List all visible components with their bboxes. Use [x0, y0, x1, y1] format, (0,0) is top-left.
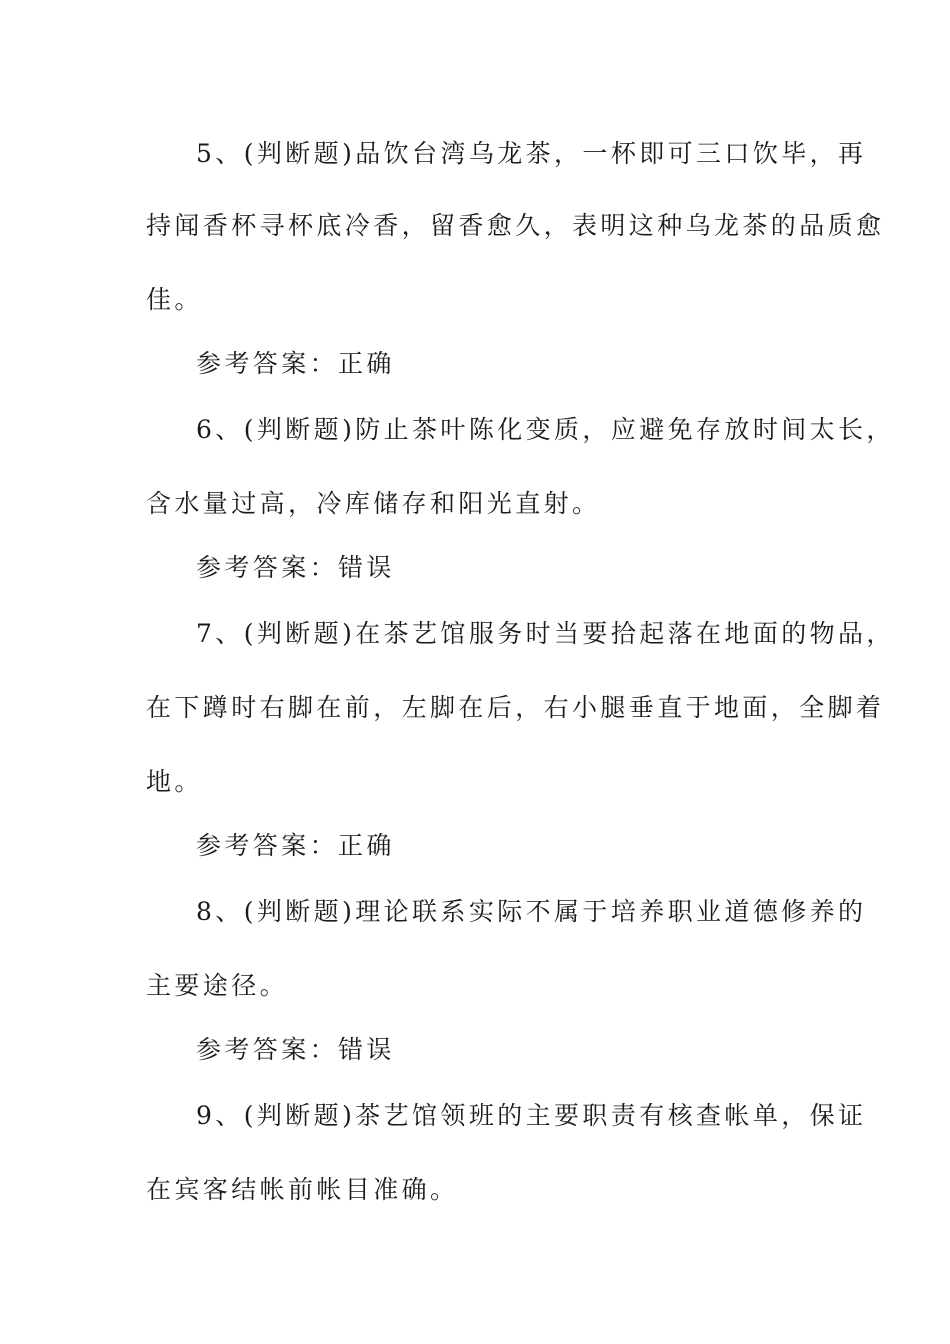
question-6-answer [196, 552, 395, 584]
question-7-line-3: 地。 [146, 767, 203, 796]
answer-value: 正确 [338, 349, 395, 378]
question-type: (判断题) [243, 415, 356, 444]
question-6-first-line [196, 414, 895, 446]
question-7-line-2: 在下蹲时右脚在前，左脚在后，右小腿垂直于地面，全脚着 [146, 693, 885, 722]
question-5-line-3: 佳。 [146, 285, 203, 314]
question-number: 8、 [196, 897, 244, 926]
question-8-line-2: 主要途径。 [146, 971, 289, 1000]
question-7-first-line [196, 618, 895, 650]
answer-label: 参考答案： [196, 553, 339, 582]
question-number: 9、 [196, 1101, 244, 1130]
question-type: (判断题) [243, 1101, 356, 1130]
answer-value: 错误 [338, 1035, 395, 1064]
question-type: (判断题) [243, 139, 356, 168]
answer-value: 错误 [338, 553, 395, 582]
question-9-first-line [196, 1100, 866, 1132]
answer-label: 参考答案： [196, 831, 339, 860]
answer-label: 参考答案： [196, 1035, 339, 1064]
question-8-answer [196, 1034, 395, 1066]
question-5-line-2: 持闻香杯寻杯底冷香，留香愈久，表明这种乌龙茶的品质愈 [146, 211, 885, 240]
question-number: 7、 [196, 619, 244, 648]
question-7-answer [196, 830, 395, 862]
question-text: 理论联系实际不属于培养职业道德修养的 [355, 897, 867, 926]
question-text: 品饮台湾乌龙茶，一杯即可三口饮毕，再 [355, 139, 867, 168]
question-number: 5、 [196, 139, 244, 168]
question-text: 在茶艺馆服务时当要拾起落在地面的物品， [355, 619, 895, 648]
answer-value: 正确 [338, 831, 395, 860]
question-8-first-line [196, 896, 866, 928]
question-6-line-2: 含水量过高，冷库储存和阳光直射。 [146, 489, 601, 518]
answer-label: 参考答案： [196, 349, 339, 378]
question-number: 6、 [196, 415, 244, 444]
question-5-first-line [196, 138, 866, 170]
question-text: 茶艺馆领班的主要职责有核查帐单，保证 [355, 1101, 867, 1130]
question-5-answer [196, 348, 395, 380]
question-9-line-2: 在宾客结帐前帐目准确。 [146, 1175, 459, 1204]
question-type: (判断题) [243, 897, 356, 926]
question-text: 防止茶叶陈化变质，应避免存放时间太长， [355, 415, 895, 444]
question-type: (判断题) [243, 619, 356, 648]
